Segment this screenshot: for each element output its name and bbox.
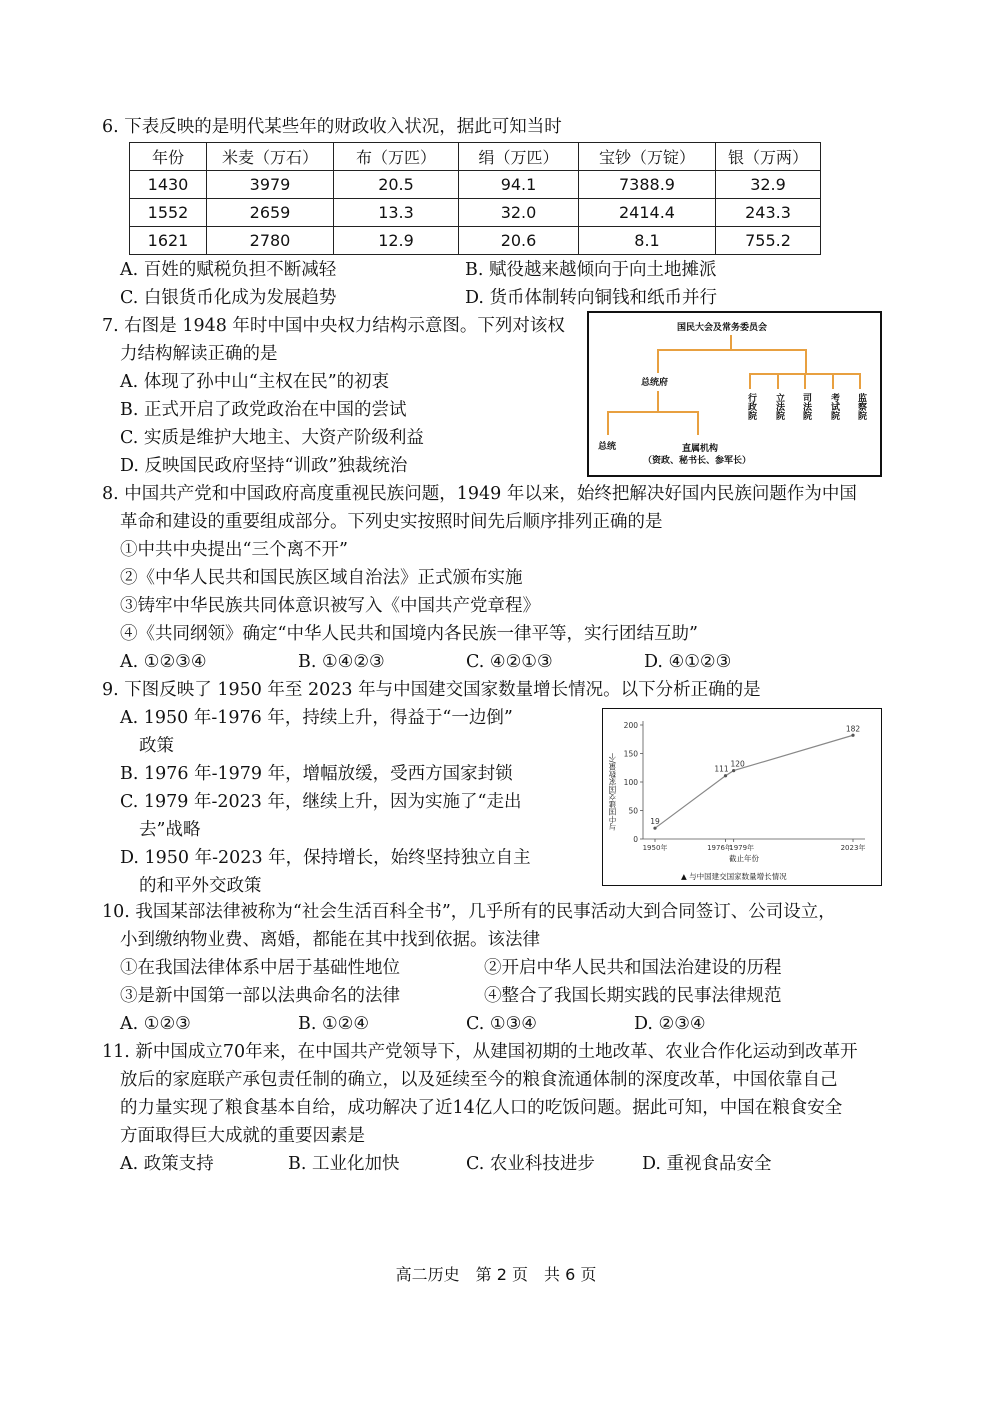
q8-item-1: ①中共中央提出“三个离不开” [120, 540, 348, 560]
q9-stem: 9. 下图反映了 1950 年至 2023 年与中国建交国家数量增长情况。以下分析正确的是 [102, 680, 761, 700]
diagram-direct-agencies-sub: （资政、秘书长、参军长） [643, 456, 752, 466]
chart-y-tick-label: 0 [633, 835, 638, 844]
q10-option-d[interactable]: D. ②③④ [634, 1014, 706, 1034]
diagram-yuan: 监察院 [856, 393, 866, 420]
q11-option-a[interactable]: A. 政策支持 [120, 1154, 214, 1174]
chart-y-tick-label: 50 [628, 806, 638, 816]
diagram-connector [804, 373, 806, 389]
diagram-connector [859, 373, 861, 389]
q9-option-b[interactable]: B. 1976 年-1979 年，增幅放缓，受西方国家封锁 [120, 764, 513, 784]
diagram-yuan: 行政院 [746, 393, 756, 420]
chart-point [653, 827, 656, 830]
diagram-connector [832, 373, 834, 389]
table-cell: 32.0 [459, 199, 579, 227]
table-cell: 2414.4 [579, 199, 716, 227]
q7-option-d[interactable]: D. 反映国民政府坚持“训政”独裁统治 [120, 456, 408, 476]
q8-item-3: ③铸牢中华民族共同体意识被写入《中国共产党章程》 [120, 596, 540, 616]
chart-x-tick-label: 1979年 [729, 844, 755, 852]
table-cell: 2659 [207, 199, 334, 227]
q10-option-b[interactable]: B. ①②④ [298, 1014, 370, 1034]
q10-option-c[interactable]: C. ①③④ [466, 1014, 537, 1034]
diagram-connector [805, 349, 807, 373]
table-cell: 243.3 [716, 199, 821, 227]
table-row [130, 227, 821, 255]
q6-option-b[interactable]: B. 赋役越来越倾向于向土地摊派 [465, 260, 717, 280]
chart-y-tick-label: 100 [623, 778, 638, 787]
q11-stem-line4: 方面取得巨大成就的重要因素是 [120, 1126, 365, 1146]
table-cell: 1552 [130, 199, 207, 227]
table-cell: 1430 [130, 171, 207, 199]
table-cell: 13.3 [334, 199, 459, 227]
diagram-connector [657, 349, 807, 351]
diagram-yuan: 考试院 [829, 393, 839, 420]
q10-item-4: ④整合了我国长期实践的民事法律规范 [484, 986, 782, 1006]
q10-item-1: ①在我国法律体系中居于基础性地位 [120, 958, 400, 978]
q6-option-c[interactable]: C. 白银货币化成为发展趋势 [120, 288, 337, 308]
table-cell: 94.1 [459, 171, 579, 199]
diagram-yuan: 立法院 [774, 393, 784, 420]
chart-x-tick-label: 2023年 [840, 844, 866, 852]
q9-option-c-cont: 去”战略 [139, 820, 201, 840]
chart-x-tick-label: 1976年 [707, 844, 732, 852]
q11-option-c[interactable]: C. 农业科技进步 [466, 1154, 595, 1174]
diagram-connector [607, 411, 699, 413]
power-structure-diagram [587, 311, 882, 477]
q7-option-b[interactable]: B. 正式开启了政党政治在中国的尝试 [120, 400, 407, 420]
q10-item-3: ③是新中国第一部以法典命名的法律 [120, 986, 400, 1006]
diagram-connector [657, 349, 659, 373]
table-cell: 20.5 [334, 171, 459, 199]
table-header: 布（万匹） [334, 143, 459, 171]
diagram-connector [657, 391, 659, 411]
q8-option-a[interactable]: A. ①②③④ [120, 652, 207, 672]
q8-stem-line2: 革命和建设的重要组成部分。下列史实按照时间先后顺序排列正确的是 [120, 512, 663, 532]
chart-y-tick-label: 150 [623, 749, 638, 759]
table-header: 银（万两） [716, 143, 821, 171]
table-cell: 8.1 [579, 227, 716, 255]
diagram-president: 总统 [598, 442, 617, 452]
q11-stem-line1: 11. 新中国成立70年来，在中国共产党领导下，从建国初期的土地改革、农业合作化运动到改革开 [102, 1042, 858, 1062]
table-cell: 2780 [207, 227, 334, 255]
table-cell: 20.6 [459, 227, 579, 255]
table-cell: 7388.9 [579, 171, 716, 199]
diagram-connector [730, 335, 732, 349]
diagram-direct-agencies: 直属机构 [682, 444, 719, 454]
q9-option-a[interactable]: A. 1950 年-1976 年，持续上升，得益于“一边倒” [120, 708, 513, 728]
chart-point [851, 734, 854, 737]
q7-stem-line2: 力结构解读正确的是 [120, 344, 278, 364]
q8-option-d[interactable]: D. ④①②③ [644, 652, 732, 672]
q10-stem-line2: 小到缴纳物业费、离婚，都能在其中找到依据。该法律 [120, 930, 540, 950]
table-cell: 12.9 [334, 227, 459, 255]
q6-stem: 6. 下表反映的是明代某些年的财政收入状况，据此可知当时 [102, 117, 562, 137]
q9-option-a-cont: 政策 [139, 736, 174, 756]
chart-data-label: 111 [714, 764, 729, 774]
page-footer: 高二历史 第 2 页 共 6 页 [395, 1265, 597, 1284]
q6-option-a[interactable]: A. 百姓的赋税负担不断减轻 [120, 260, 337, 280]
q8-option-b[interactable]: B. ①④②③ [298, 652, 385, 672]
q11-stem-line3: 的力量实现了粮食基本自给，成功解决了近14亿人口的吃饭问题。据此可知，中国在粮食安全 [120, 1098, 843, 1118]
q11-stem-line2: 放后的家庭联产承包责任制的确立，以及延续至今的粮食流通体制的深度改革，中国依靠自己 [120, 1070, 838, 1090]
q10-option-a[interactable]: A. ①②③ [120, 1014, 191, 1034]
q7-option-c[interactable]: C. 实质是维护大地主、大资产阶级利益 [120, 428, 424, 448]
diagram-top-node: 国民大会及常务委员会 [677, 323, 768, 333]
q11-option-d[interactable]: D. 重视食品安全 [642, 1154, 772, 1174]
table-cell: 755.2 [716, 227, 821, 255]
diagram-connector [697, 411, 699, 435]
table-cell: 1621 [130, 227, 207, 255]
chart-y-tick-label: 200 [623, 721, 638, 730]
q8-item-2: ②《中华人民共和国民族区域自治法》正式颁布实施 [120, 568, 523, 588]
diagram-connector [749, 373, 751, 389]
q8-stem-line1: 8. 中国共产党和中国政府高度重视民族问题，1949 年以来，始终把解决好国内民族问题作为中国 [102, 484, 857, 504]
q7-option-a[interactable]: A. 体现了孙中山“主权在民”的初衷 [120, 372, 390, 392]
table-header: 年份 [130, 143, 207, 171]
table-row [130, 199, 821, 227]
q6-option-d[interactable]: D. 货币体制转向铜钱和纸币并行 [465, 288, 718, 308]
diagram-yuan: 司法院 [801, 393, 811, 420]
q11-option-b[interactable]: B. 工业化加快 [288, 1154, 400, 1174]
table-header: 绢（万匹） [459, 143, 579, 171]
q9-option-d[interactable]: D. 1950 年-2023 年，保持增长，始终坚持独立自主 [120, 848, 531, 868]
diagram-connector [607, 411, 609, 435]
table-row [130, 171, 821, 199]
table-header: 宝钞（万锭） [579, 143, 716, 171]
q7-stem-line1: 7. 右图是 1948 年时中国中央权力结构示意图。下列对该权 [102, 316, 565, 336]
diagram-connector [777, 373, 779, 389]
chart-data-label: 120 [730, 759, 745, 769]
table-cell: 3979 [207, 171, 334, 199]
q10-stem-line1: 10. 我国某部法律被称为“社会生活百科全书”，几乎所有的民事活动大到合同签订、公司设立， [102, 902, 836, 922]
chart-data-label: 182 [845, 724, 861, 734]
chart-x-label: 截止年份 [729, 854, 759, 863]
table-header-row [130, 143, 821, 171]
q8-option-c[interactable]: C. ④②①③ [466, 652, 553, 672]
table-cell: 32.9 [716, 171, 821, 199]
diagram-president-office: 总统府 [641, 378, 669, 388]
fiscal-table [129, 142, 821, 255]
q8-item-4: ④《共同纲领》确定“中华人民共和国境内各民族一律平等，实行团结互助” [120, 624, 698, 644]
q9-option-c[interactable]: C. 1979 年-2023 年，继续上升，因为实施了“走出 [120, 792, 522, 812]
chart-series-line [655, 735, 853, 828]
q9-option-d-cont: 的和平外交政策 [139, 876, 262, 896]
chart-point [732, 769, 735, 772]
chart-data-label: 19 [650, 817, 660, 827]
chart-x-tick-label: 1950年 [642, 844, 668, 852]
table-header: 米麦（万石） [207, 143, 334, 171]
chart-caption: ▲ 与中国建交国家数量增长情况 [681, 872, 787, 881]
q10-item-2: ②开启中华人民共和国法治建设的历程 [484, 958, 782, 978]
diplomatic-relations-chart [602, 708, 882, 886]
chart-y-label: 与中国建交国家数量/个 [608, 753, 617, 831]
chart-point [724, 774, 727, 777]
